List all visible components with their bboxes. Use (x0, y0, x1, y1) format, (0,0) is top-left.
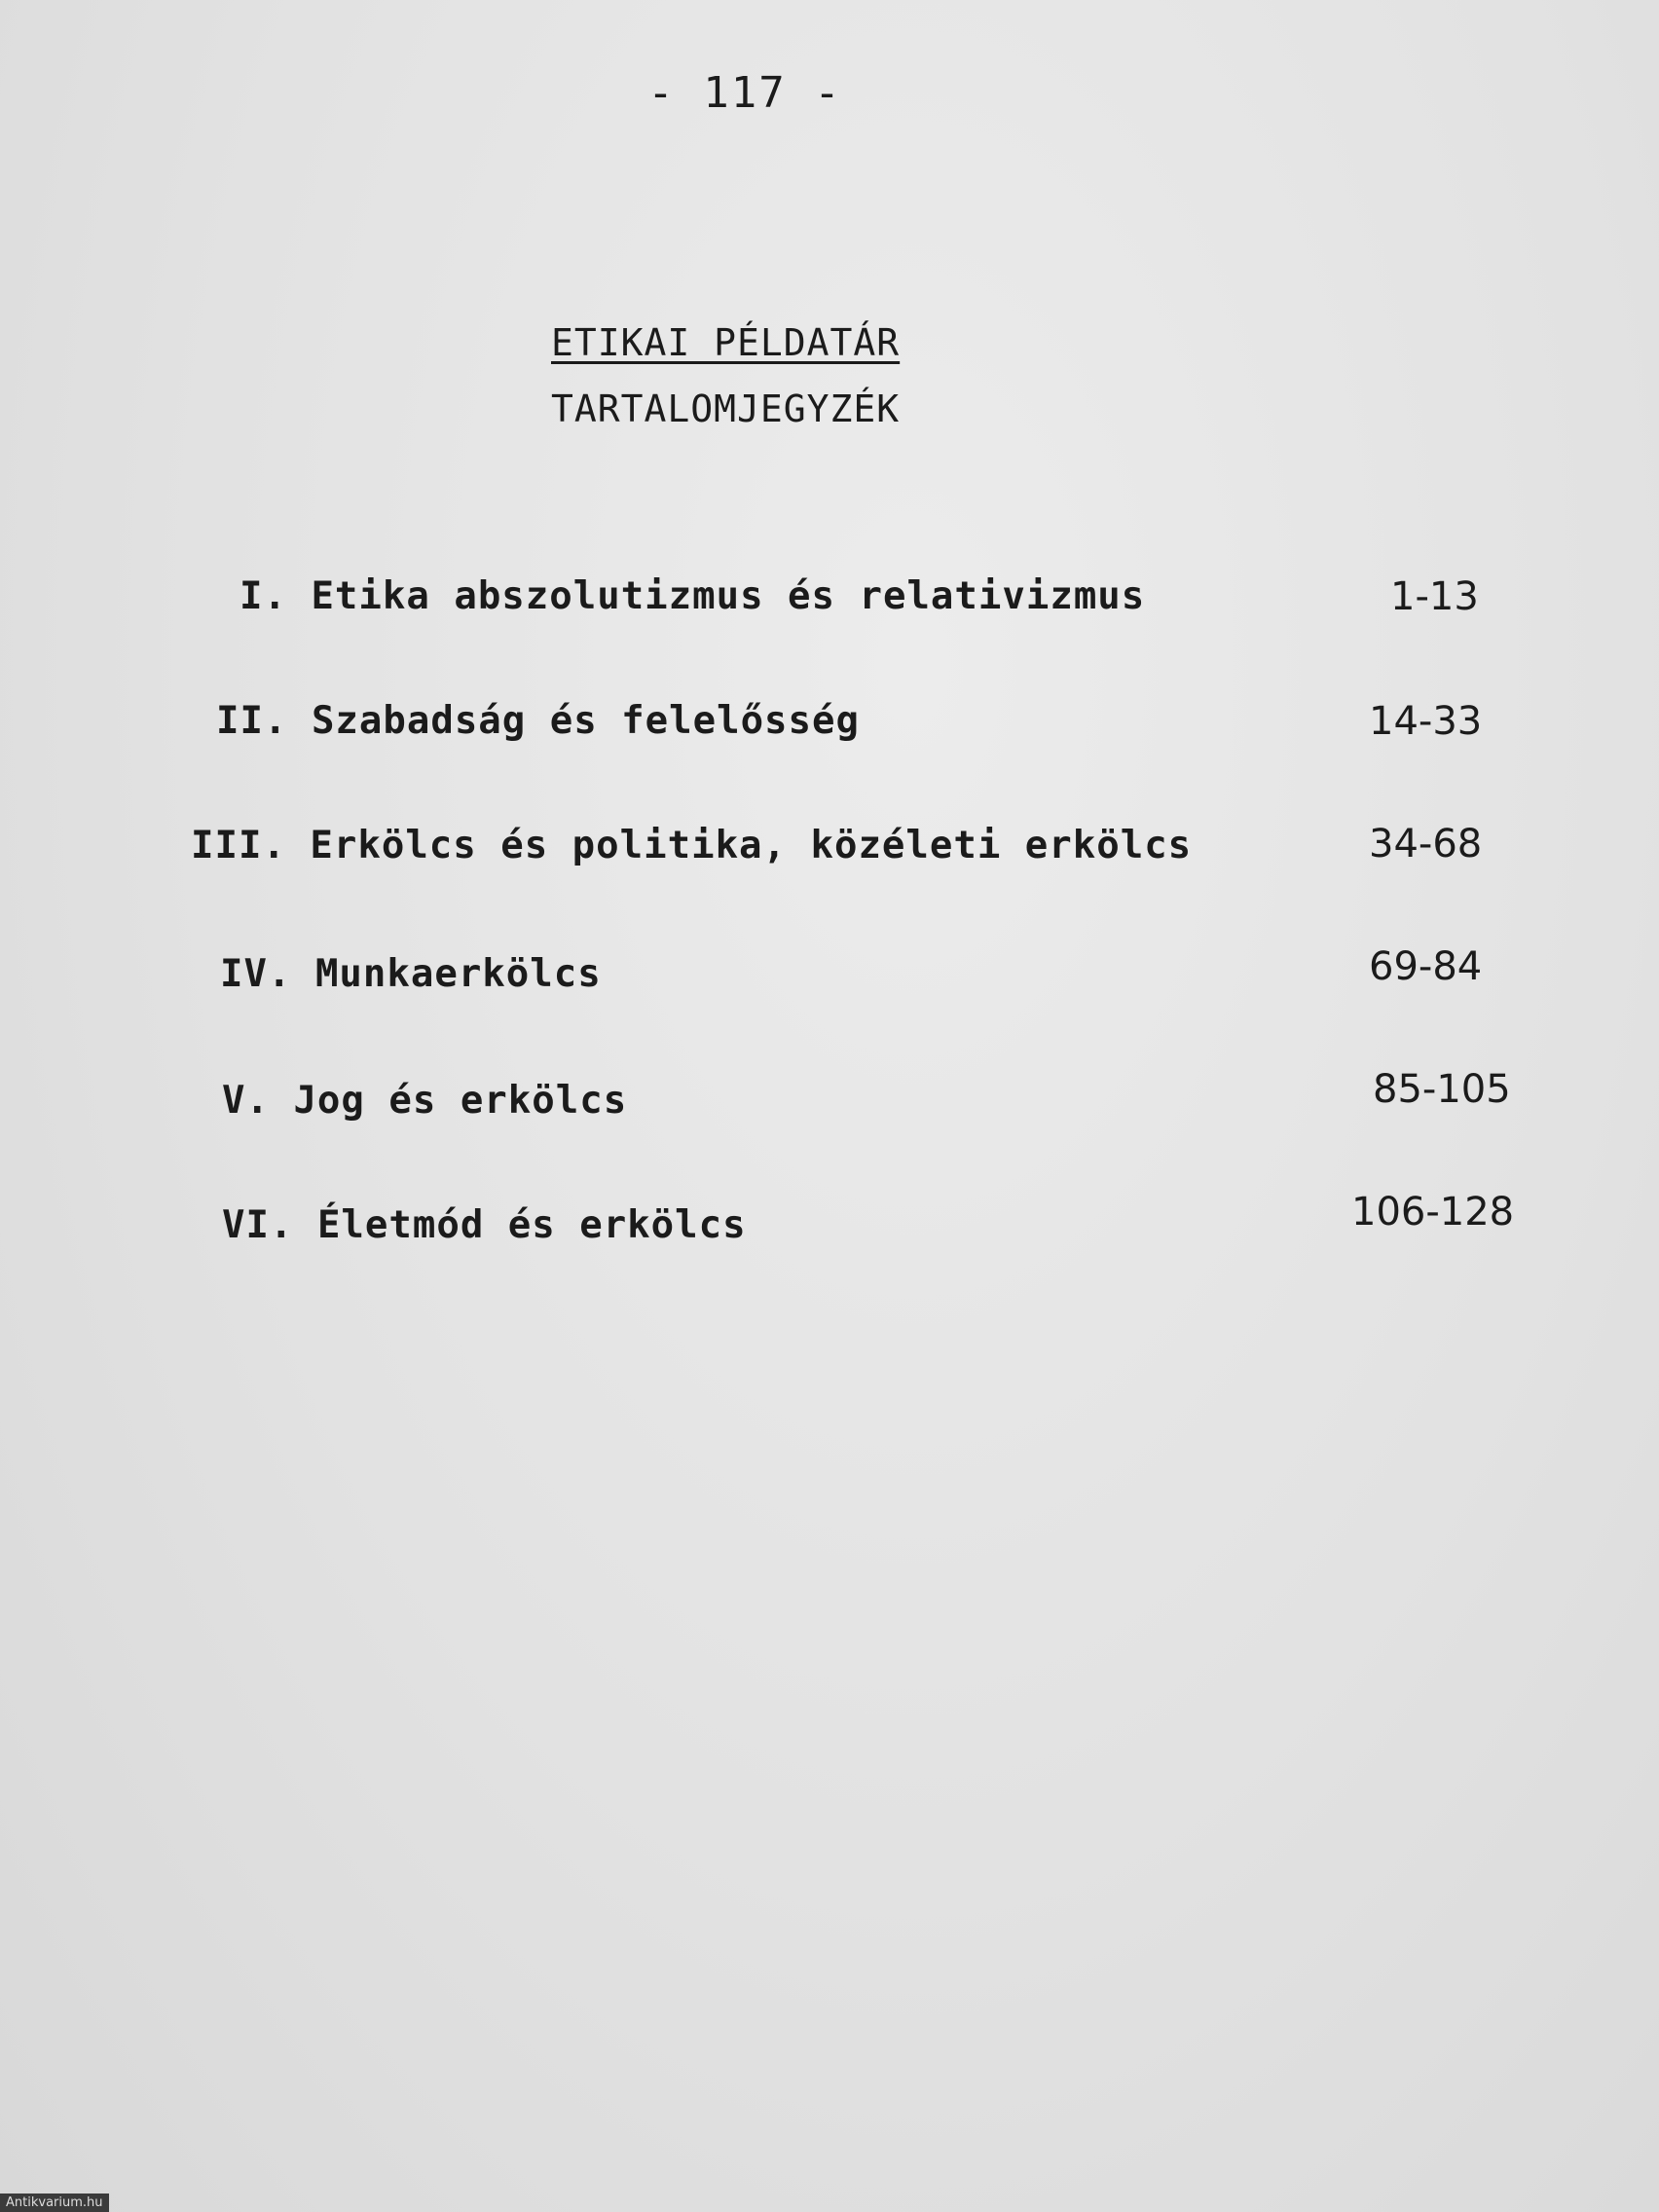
toc-page-range: 106-128 (1351, 1190, 1515, 1235)
toc-entry (240, 574, 1145, 618)
toc-entry (222, 1203, 747, 1247)
toc-numeral: III. (191, 824, 286, 867)
toc-title: Etika abszolutizmus és relativizmus (311, 574, 1146, 618)
document-subtitle: TARTALOMJEGYZÉK (551, 387, 901, 430)
toc-numeral: V. (222, 1079, 270, 1123)
toc-title: Munkaerkölcs (314, 952, 602, 996)
toc-numeral: IV. (220, 952, 292, 996)
toc-numeral: I. (240, 574, 287, 618)
toc-page-range: 1-13 (1390, 574, 1479, 619)
toc-entry (216, 699, 860, 743)
toc-page-range: 85-105 (1373, 1067, 1511, 1112)
toc-numeral: II. (216, 699, 288, 743)
toc-page-range: 34-68 (1369, 822, 1483, 866)
toc-title: Jog és erkölcs (293, 1079, 628, 1123)
document-heading (551, 321, 900, 430)
document-title: ETIKAI PÉLDATÁR (551, 321, 901, 364)
toc-title: Életmód és erkölcs (316, 1203, 747, 1247)
toc-title: Szabadság és felelősség (311, 699, 860, 743)
toc-entry (220, 952, 602, 996)
toc-title: Erkölcs és politika, közéleti erkölcs (310, 824, 1193, 867)
toc-entry (191, 824, 1192, 867)
toc-entry (222, 1079, 627, 1123)
toc-page-range: 69-84 (1369, 944, 1483, 989)
watermark: Antikvarium.hu (0, 2194, 109, 2212)
page-number: - 117 - (647, 68, 842, 118)
toc-page-range: 14-33 (1369, 699, 1483, 744)
toc-numeral: VI. (222, 1203, 294, 1247)
